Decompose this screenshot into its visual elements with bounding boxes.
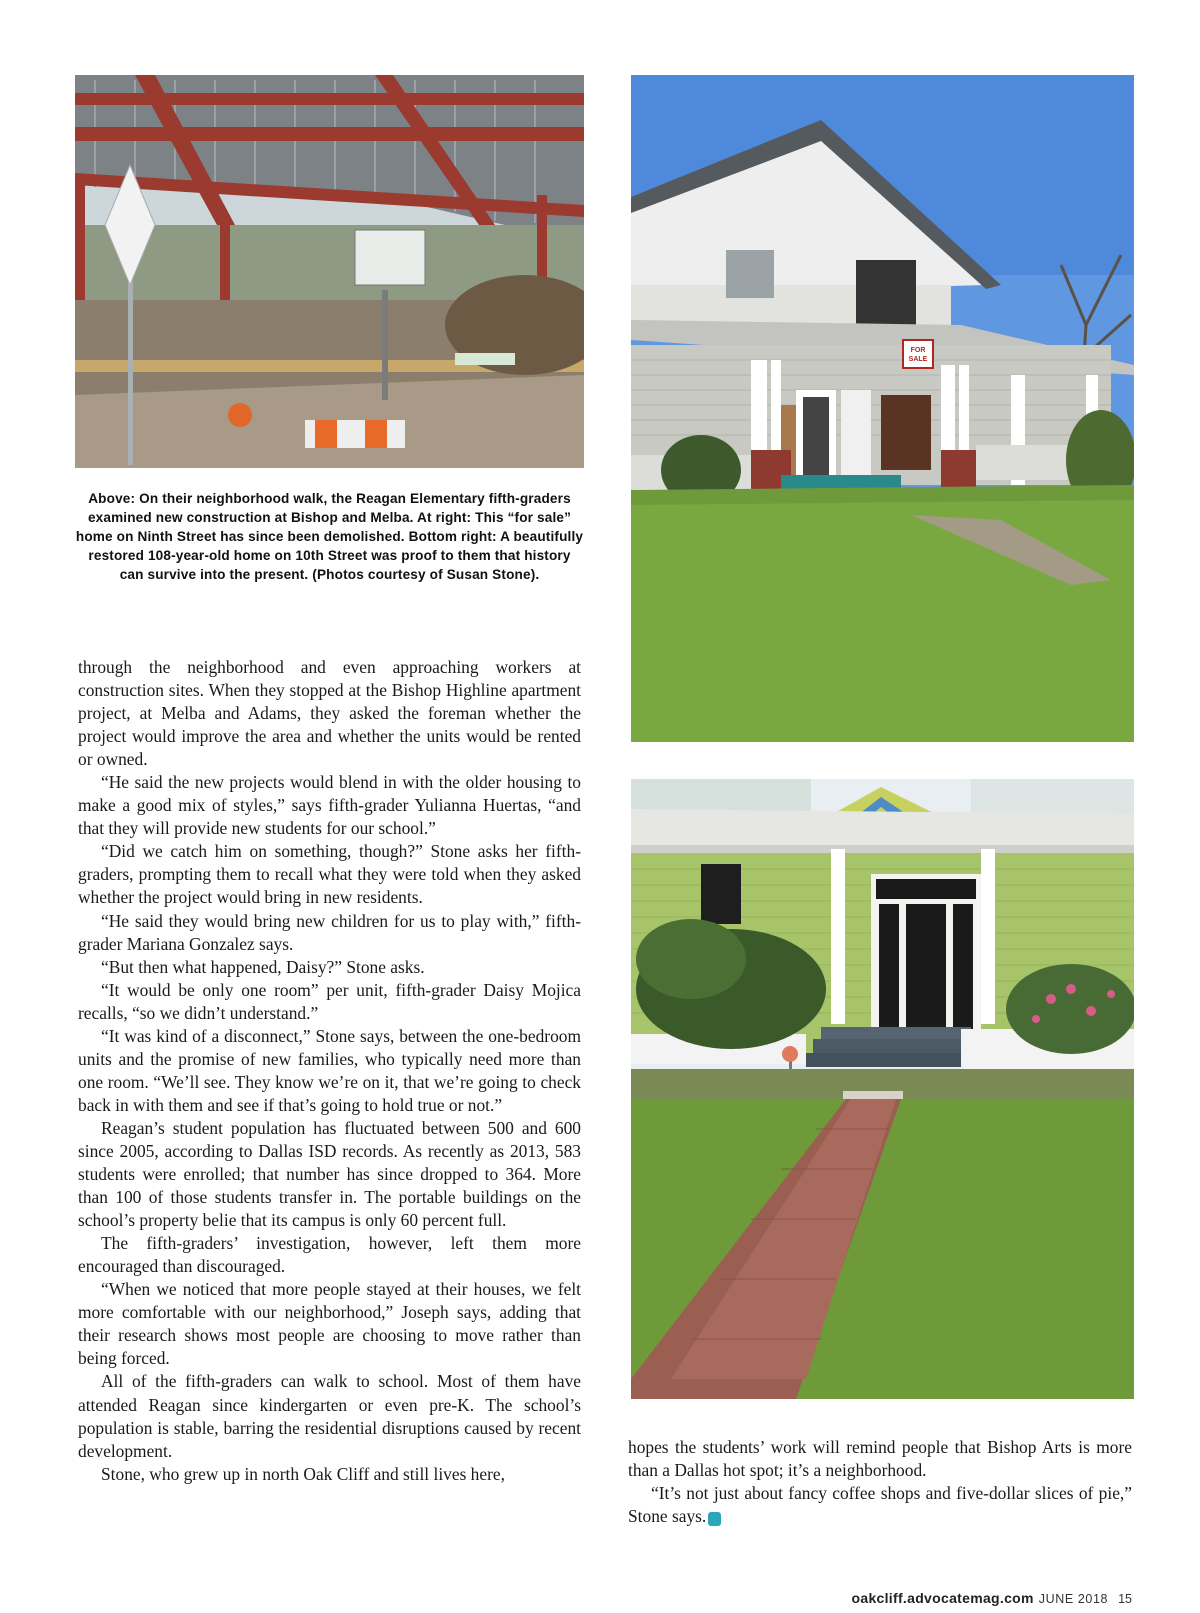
paragraph: “It would be only one room” per unit, fifth-grader Daisy Mojica recalls, “so we didn’t understand.”	[78, 979, 581, 1023]
paragraph: Stone, who grew up in north Oak Cliff and still lives here,	[101, 1463, 505, 1484]
paragraph-text: “It’s not just about fancy coffee shops and five-dollar slices of pie,” Stone says.	[628, 1483, 1132, 1527]
article-left-column	[78, 656, 581, 1486]
paragraph: “It was kind of a disconnect,” Stone says, between the one-bedroom units and the promise of new families, who typically need more than one room. “We’ll see. They know we’re on it, that we’re going to check back in with them and see if that’s going to hold true or not.”	[78, 1025, 581, 1115]
footer-site-url: oakcliff.advocatemag.com	[851, 1590, 1034, 1606]
page-number: 15	[1118, 1592, 1132, 1606]
ninth-street-house-photo	[631, 75, 1134, 742]
paragraph: The fifth-graders’ investigation, however, left them more encouraged than discouraged.	[78, 1233, 581, 1277]
page-footer	[852, 1590, 1133, 1606]
paragraph-last	[628, 1482, 1132, 1528]
article-right-column	[628, 1436, 1132, 1528]
paragraph: hopes the students’ work will remind people that Bishop Arts is more than a Dallas hot spot; it’s a neighborhood.	[628, 1437, 1132, 1481]
paragraph: “He said they would bring new children for us to play with,” fifth-grader Mariana Gonzalez says.	[78, 910, 581, 954]
paragraph: “Did we catch him on something, though?” Stone asks her fifth-graders, prompting them to recall what they were told when they asked whether the project would bring in new residents.	[78, 841, 581, 908]
for-sale-sign-text: FOR	[910, 347, 926, 354]
paragraph: Reagan’s student population has fluctuated between 500 and 600 since 2005, according to Dallas ISD records. As recently as 2013, 583 students were enrolled; that number has since dropped to 364. More than 100 of those students transfer in. The portable buildings on the school’s property belie that its campus is only 60 percent full.	[78, 1117, 581, 1231]
paragraph: through the neighborhood and even approaching workers at construction sites. When they stopped at the Bishop Highline apartment project, at Melba and Adams, they asked the foreman whether the project would improve the area and whether the units would be rented or owned.	[78, 657, 581, 770]
advocate-end-mark-icon: a	[708, 1512, 721, 1526]
construction-photo	[75, 75, 584, 468]
tenth-street-house-photo	[631, 779, 1134, 1399]
paragraph: “But then what happened, Daisy?” Stone asks.	[101, 956, 425, 977]
paragraph: “He said the new projects would blend in with the older housing to make a good mix of styles,” says fifth-grader Yulianna Huertas, “and that they will provide new students for our school.”	[78, 772, 581, 839]
paragraph: All of the fifth-graders can walk to school. Most of them have attended Reagan since kindergarten or even pre-K. The school’s population is stable, barring the residential disruptions caused by recent development.	[78, 1371, 581, 1461]
svg-text:SALE: SALE	[908, 356, 928, 363]
footer-date: JUNE 2018	[1038, 1592, 1109, 1606]
photo-caption: Above: On their neighborhood walk, the Reagan Elementary fifth-graders examined new construction at Bishop and Melba. At right: This “for sale” home on Ninth Street has since been demolished. Bottom right: A beautifully restored 108-year-old home on 10th Street was proof to them that history can survive into the present. (Photos courtesy of Susan Stone).	[75, 491, 584, 582]
paragraph: “When we noticed that more people stayed at their houses, we felt more comfortable with our neighborhood,” Joseph says, adding that their research shows most people are choosing to move rather than being forced.	[78, 1279, 581, 1369]
